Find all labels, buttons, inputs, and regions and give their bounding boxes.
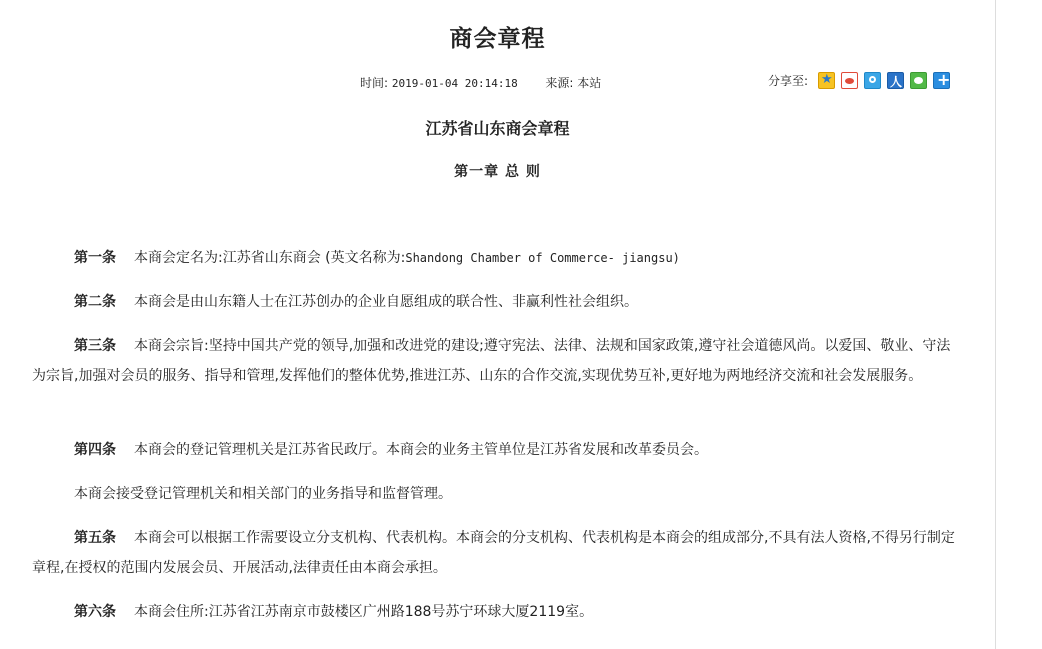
article-text: 本商会的登记管理机关是江苏省民政厅。本商会的业务主管单位是江苏省发展和改革委员会。	[134, 442, 708, 458]
article-4	[32, 435, 962, 465]
article-6	[32, 597, 962, 627]
article-text: 本商会可以根据工作需要设立分支机构、代表机构。本商会的分支机构、代表机构是本商会的组成部分,不具有法人资格,不得另行制定章程,在授权的范围内发展会员、开展活动,法律责任由本商会承担。	[32, 530, 955, 576]
article-3	[32, 331, 962, 391]
article-1	[32, 243, 962, 273]
article-text-en: Shandong Chamber of Commerce- jiangsu)	[405, 251, 680, 265]
page-title: 商会章程	[449, 26, 546, 52]
article-label: 第六条	[74, 604, 116, 620]
source-value: 本站	[577, 76, 602, 90]
more-share-icon[interactable]	[933, 72, 950, 89]
article-meta	[360, 74, 601, 91]
article-text: 本商会定名为:江苏省山东商会 (英文名称为:	[134, 250, 406, 266]
article-4-continued	[32, 479, 962, 509]
share-label: 分享至:	[768, 74, 809, 88]
source-label: 来源:	[545, 76, 574, 90]
weibo-icon[interactable]	[841, 72, 858, 89]
document-title: 江苏省山东商会章程	[425, 119, 570, 138]
qzone-icon[interactable]	[818, 72, 835, 89]
chapter-heading: 第一章 总 则	[454, 164, 541, 180]
article-label: 第四条	[74, 442, 116, 458]
paragraph-text: 本商会接受登记管理机关和相关部门的业务指导和监督管理。	[74, 486, 452, 502]
time-label: 时间:	[360, 76, 389, 90]
article-5	[32, 523, 962, 583]
article-text: 本商会住所:江苏省江苏南京市鼓楼区广州路188号苏宁环球大厦2119室。	[134, 604, 594, 620]
wechat-icon[interactable]	[910, 72, 927, 89]
article-label: 第五条	[74, 530, 116, 546]
article-label: 第一条	[74, 250, 116, 266]
article-label: 第二条	[74, 294, 116, 310]
article-2	[32, 287, 962, 317]
article-text: 本商会宗旨:坚持中国共产党的领导,加强和改进党的建设;遵守宪法、法律、法规和国家政策,遵守社会道德风尚。以爱国、敬业、守法为宗旨,加强对会员的服务、指导和管理,发挥他们的整体优势,推进江苏、山东的合作交流,实现优势互补,更好地为两地经济交流和社会发展服务。	[32, 338, 951, 384]
share-bar	[768, 72, 956, 89]
tencent-weibo-icon[interactable]	[864, 72, 881, 89]
article-label: 第三条	[74, 338, 116, 354]
renren-icon[interactable]	[887, 72, 904, 89]
page-divider	[995, 0, 996, 649]
time-value: 2019-01-04 20:14:18	[391, 77, 518, 90]
article-text: 本商会是由山东籍人士在江苏创办的企业自愿组成的联合性、非赢利性社会组织。	[134, 294, 638, 310]
